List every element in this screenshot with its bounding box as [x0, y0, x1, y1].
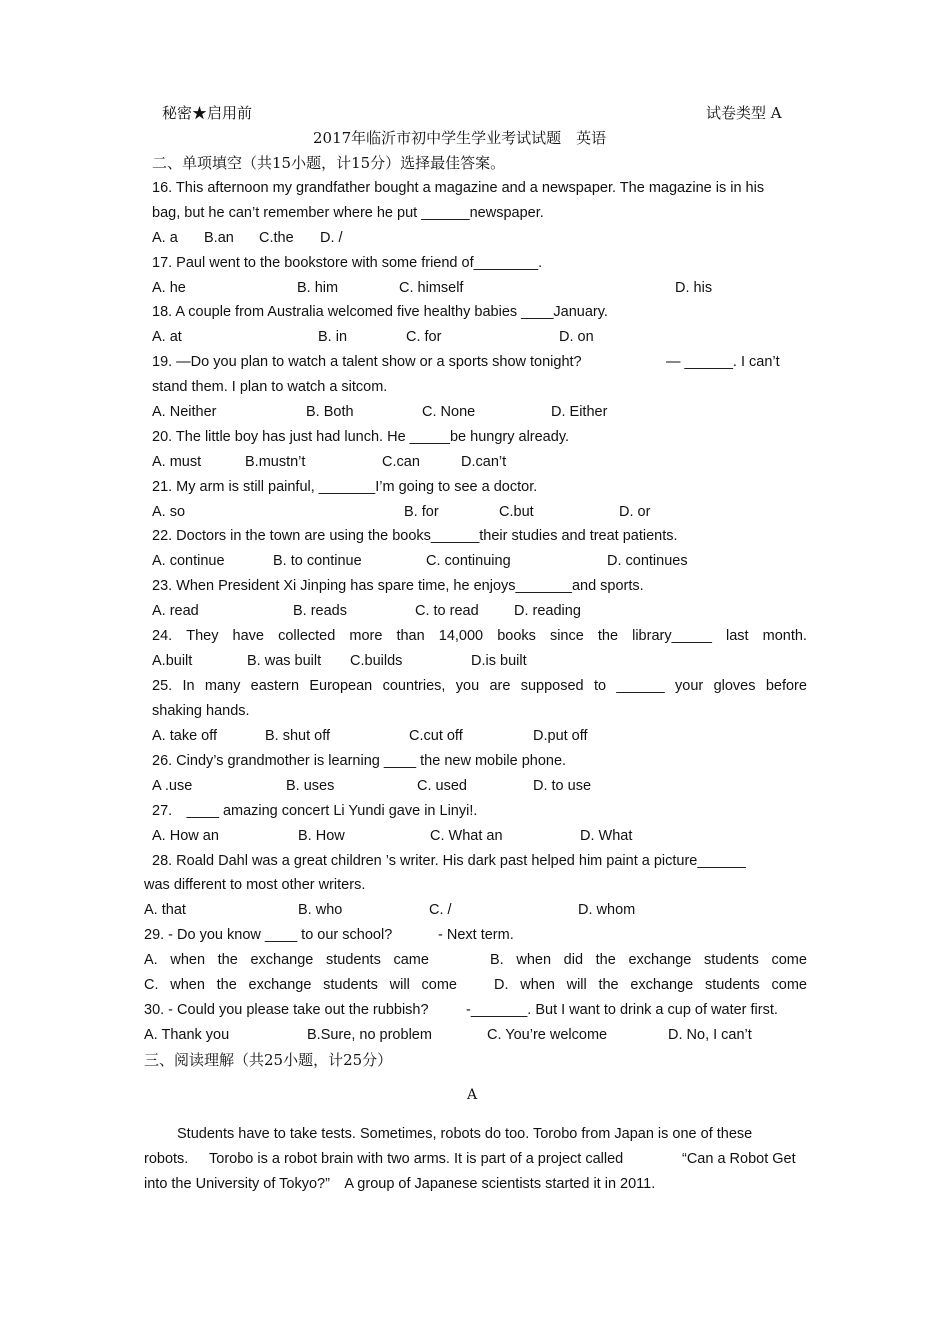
option-27-a: A. How an	[152, 828, 219, 844]
option-23-a: A. read	[152, 603, 199, 619]
option-28-c: C. /	[429, 902, 452, 918]
option-30-b: B.Sure, no problem	[307, 1027, 432, 1043]
option-30-d: D. No, I can’t	[668, 1027, 752, 1043]
question-23: 23. When President Xi Jinping has spare time, he enjoys_______and sports.	[152, 578, 644, 594]
option-21-d: D. or	[619, 504, 651, 520]
question-25-line-1: 25. In many eastern European countries, you are supposed to ______ your gloves before	[152, 678, 807, 694]
option-25-b: B. shut off	[265, 728, 331, 744]
option-26-d: D. to use	[533, 778, 592, 794]
option-30-a: A. Thank you	[144, 1027, 230, 1043]
question-27: 27. ____ amazing concert Li Yundi gave in Linyi!.	[152, 803, 478, 819]
option-22-b: B. to continue	[273, 553, 362, 569]
section-heading-single-choice: 二、单项填空（共15小题，计15分）选择最佳答案。	[152, 154, 506, 172]
question-28-line-1: 28. Roald Dahl was a great children ’s writer. His dark past helped him paint a picture______	[152, 853, 746, 869]
option-27-c: C. What an	[430, 828, 503, 844]
option-22-d: D. continues	[607, 553, 688, 569]
passage-line-2c: “Can a Robot Get	[682, 1151, 796, 1167]
option-23-c: C. to read	[415, 603, 479, 619]
passage-line-2a: robots.	[144, 1151, 189, 1167]
passage-line-2b: Torobo is a robot brain with two arms. It is part of a project called	[209, 1151, 624, 1167]
option-22-a: A. continue	[152, 553, 225, 569]
option-29-a: A. when the exchange students came	[144, 952, 429, 968]
option-19-b: B. Both	[306, 404, 354, 420]
option-27-b: B. How	[298, 828, 345, 844]
option-26-c: C. used	[417, 778, 467, 794]
confidential-mark: 秘密★启用前	[162, 104, 253, 122]
option-20-a: A. must	[152, 454, 202, 470]
option-28-a: A. that	[144, 902, 186, 918]
passage-line-3: into the University of Tokyo?” A group of Japanese scientists started it in 2011.	[144, 1176, 656, 1192]
question-30-response: -_______. But I want to drink a cup of water first.	[466, 1002, 778, 1018]
question-20: 20. The little boy has just had lunch. He _____be hungry already.	[152, 429, 570, 445]
option-25-d: D.put off	[533, 728, 588, 744]
option-20-d: D.can’t	[461, 454, 507, 470]
option-17-d: D. his	[675, 280, 713, 296]
option-16-a: A. a	[152, 230, 178, 246]
option-16-c: C.the	[259, 230, 294, 246]
question-18: 18. A couple from Australia welcomed five healthy babies ____January.	[152, 304, 608, 320]
option-29-b: B. when did the exchange students come	[490, 952, 807, 968]
option-24-b: B. was built	[247, 653, 322, 669]
section-heading-reading: 三、阅读理解（共25小题，计25分）	[144, 1051, 393, 1069]
question-24: 24. They have collected more than 14,000 books since the library_____ last month.	[152, 628, 807, 644]
option-18-a: A. at	[152, 329, 182, 345]
passage-line-1: Students have to take tests. Sometimes, robots do too. Torobo from Japan is one of these	[177, 1126, 753, 1142]
option-20-c: C.can	[382, 454, 420, 470]
option-21-c: C.but	[499, 504, 534, 520]
option-24-a: A.built	[152, 653, 193, 669]
option-29-d: D. when will the exchange students come	[494, 977, 807, 993]
question-22: 22. Doctors in the town are using the books______their studies and treat patients.	[152, 528, 678, 544]
option-28-d: D. whom	[578, 902, 636, 918]
question-30: 30. - Could you please take out the rubbish?	[144, 1002, 429, 1018]
option-23-d: D. reading	[514, 603, 581, 619]
question-19-response: — ______. I can’t	[666, 354, 780, 370]
question-21: 21. My arm is still painful, _______I’m going to see a doctor.	[152, 479, 538, 495]
option-23-b: B. reads	[293, 603, 347, 619]
question-19-line-2: stand them. I plan to watch a sitcom.	[152, 379, 388, 395]
option-25-a: A. take off	[152, 728, 218, 744]
option-21-b: B. for	[404, 504, 439, 520]
exam-title: 2017年临沂市初中学生学业考试试题 英语	[313, 129, 607, 147]
option-29-c: C. when the exchange students will come	[144, 977, 457, 993]
option-17-c: C. himself	[399, 280, 464, 296]
question-29-response: - Next term.	[438, 927, 514, 943]
paper-type: 试卷类型 A	[706, 104, 782, 122]
option-22-c: C. continuing	[426, 553, 511, 569]
option-21-a: A. so	[152, 504, 186, 520]
option-19-d: D. Either	[551, 404, 608, 420]
option-24-c: C.builds	[350, 653, 403, 669]
option-18-d: D. on	[559, 329, 594, 345]
option-18-b: B. in	[318, 329, 348, 345]
option-26-b: B. uses	[286, 778, 335, 794]
question-29: 29. - Do you know ____ to our school?	[144, 927, 393, 943]
option-30-c: C. You’re welcome	[487, 1027, 608, 1043]
option-16-d: D. /	[320, 230, 343, 246]
option-19-c: C. None	[422, 404, 476, 420]
passage-label: A	[467, 1087, 478, 1103]
question-26: 26. Cindy’s grandmother is learning ____ the new mobile phone.	[152, 753, 567, 769]
option-20-b: B.mustn’t	[245, 454, 306, 470]
option-17-b: B. him	[297, 280, 339, 296]
option-26-a: A .use	[152, 778, 193, 794]
option-25-c: C.cut off	[409, 728, 463, 744]
option-24-d: D.is built	[471, 653, 527, 669]
option-19-a: A. Neither	[152, 404, 217, 420]
question-19-line-1: 19. —Do you plan to watch a talent show or a sports show tonight?	[152, 354, 582, 370]
option-28-b: B. who	[298, 902, 343, 918]
question-16-line-1: 16. This afternoon my grandfather bought a magazine and a newspaper. The magazine is in his	[152, 180, 765, 196]
question-25-line-2: shaking hands.	[152, 703, 250, 719]
option-27-d: D. What	[580, 828, 633, 844]
question-28-line-2: was different to most other writers.	[144, 877, 366, 893]
question-16-line-2: bag, but he can’t remember where he put ______newspaper.	[152, 205, 544, 221]
option-16-b: B.an	[204, 230, 234, 246]
option-18-c: C. for	[406, 329, 442, 345]
question-17: 17. Paul went to the bookstore with some friend of________.	[152, 255, 543, 271]
option-17-a: A. he	[152, 280, 186, 296]
